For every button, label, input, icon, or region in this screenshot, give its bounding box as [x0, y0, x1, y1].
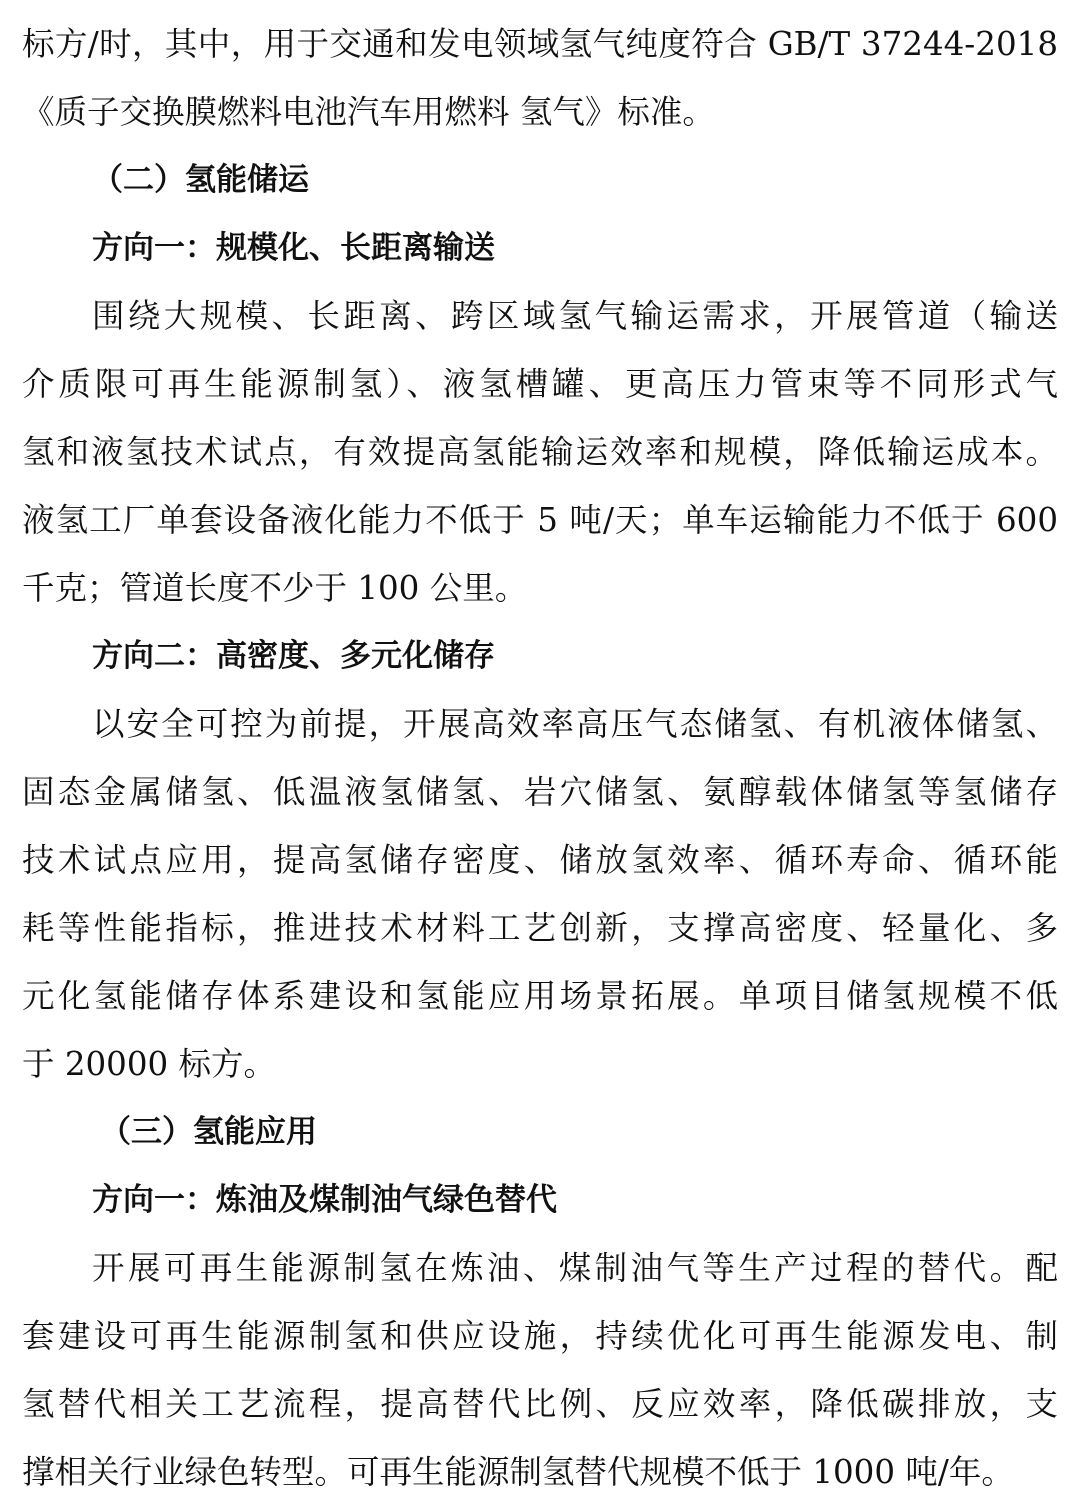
text-line: 千克；管道长度不少于 100 公里。	[22, 569, 528, 607]
text-line: 围绕大规模、长距离、跨区域氢气输运需求，开展管道（输送	[92, 297, 1058, 335]
text-line: 开展可再生能源制氢在炼油、煤制油气等生产过程的替代。配	[92, 1249, 1058, 1287]
text-line: 氢替代相关工艺流程，提高替代比例、反应效率，降低碳排放，支	[22, 1385, 1058, 1423]
text-line: 标方/时，其中，用于交通和发电领域氢气纯度符合 GB/T 37244-2018	[22, 25, 1058, 63]
text-line: 介质限可再生能源制氢）、液氢槽罐、更高压力管束等不同形式气	[22, 365, 1058, 403]
text-line: 《质子交换膜燃料电池汽车用燃料 氢气》标准。	[22, 93, 715, 131]
subsection-heading-direction-1: 方向一：规模化、长距离输送	[92, 230, 495, 266]
subsection-heading-direction-2: 方向二：高密度、多元化储存	[92, 638, 495, 674]
text-line: 氢和液氢技术试点，有效提高氢能输运效率和规模，降低输运成本。	[22, 433, 1058, 471]
text-line: 液氢工厂单套设备液化能力不低于 5 吨/天；单车运输能力不低于 600	[22, 501, 1058, 539]
text-line: 撑相关行业绿色转型。可再生能源制氢替代规模不低于 1000 吨/年。	[22, 1453, 1014, 1491]
subsection-heading-direction-1-refining: 方向一：炼油及煤制油气绿色替代	[92, 1182, 557, 1218]
text-line: 于 20000 标方。	[22, 1045, 277, 1083]
text-line: 耗等性能指标，推进技术材料工艺创新，支撑高密度、轻量化、多	[22, 909, 1058, 947]
text-line: 元化氢能储存体系建设和氢能应用场景拓展。单项目储氢规模不低	[22, 977, 1058, 1015]
text-line: 技术试点应用，提高氢储存密度、储放氢效率、循环寿命、循环能	[22, 841, 1058, 879]
section-heading-hydrogen-storage-transport: （二）氢能储运	[92, 162, 309, 198]
text-line: 套建设可再生能源制氢和供应设施，持续优化可再生能源发电、制	[22, 1317, 1058, 1355]
text-line: 以安全可控为前提，开展高效率高压气态储氢、有机液体储氢、	[92, 705, 1058, 743]
section-heading-hydrogen-application: （三）氢能应用	[100, 1114, 317, 1150]
text-line: 固态金属储氢、低温液氢储氢、岩穴储氢、氨醇载体储氢等氢储存	[22, 773, 1058, 811]
